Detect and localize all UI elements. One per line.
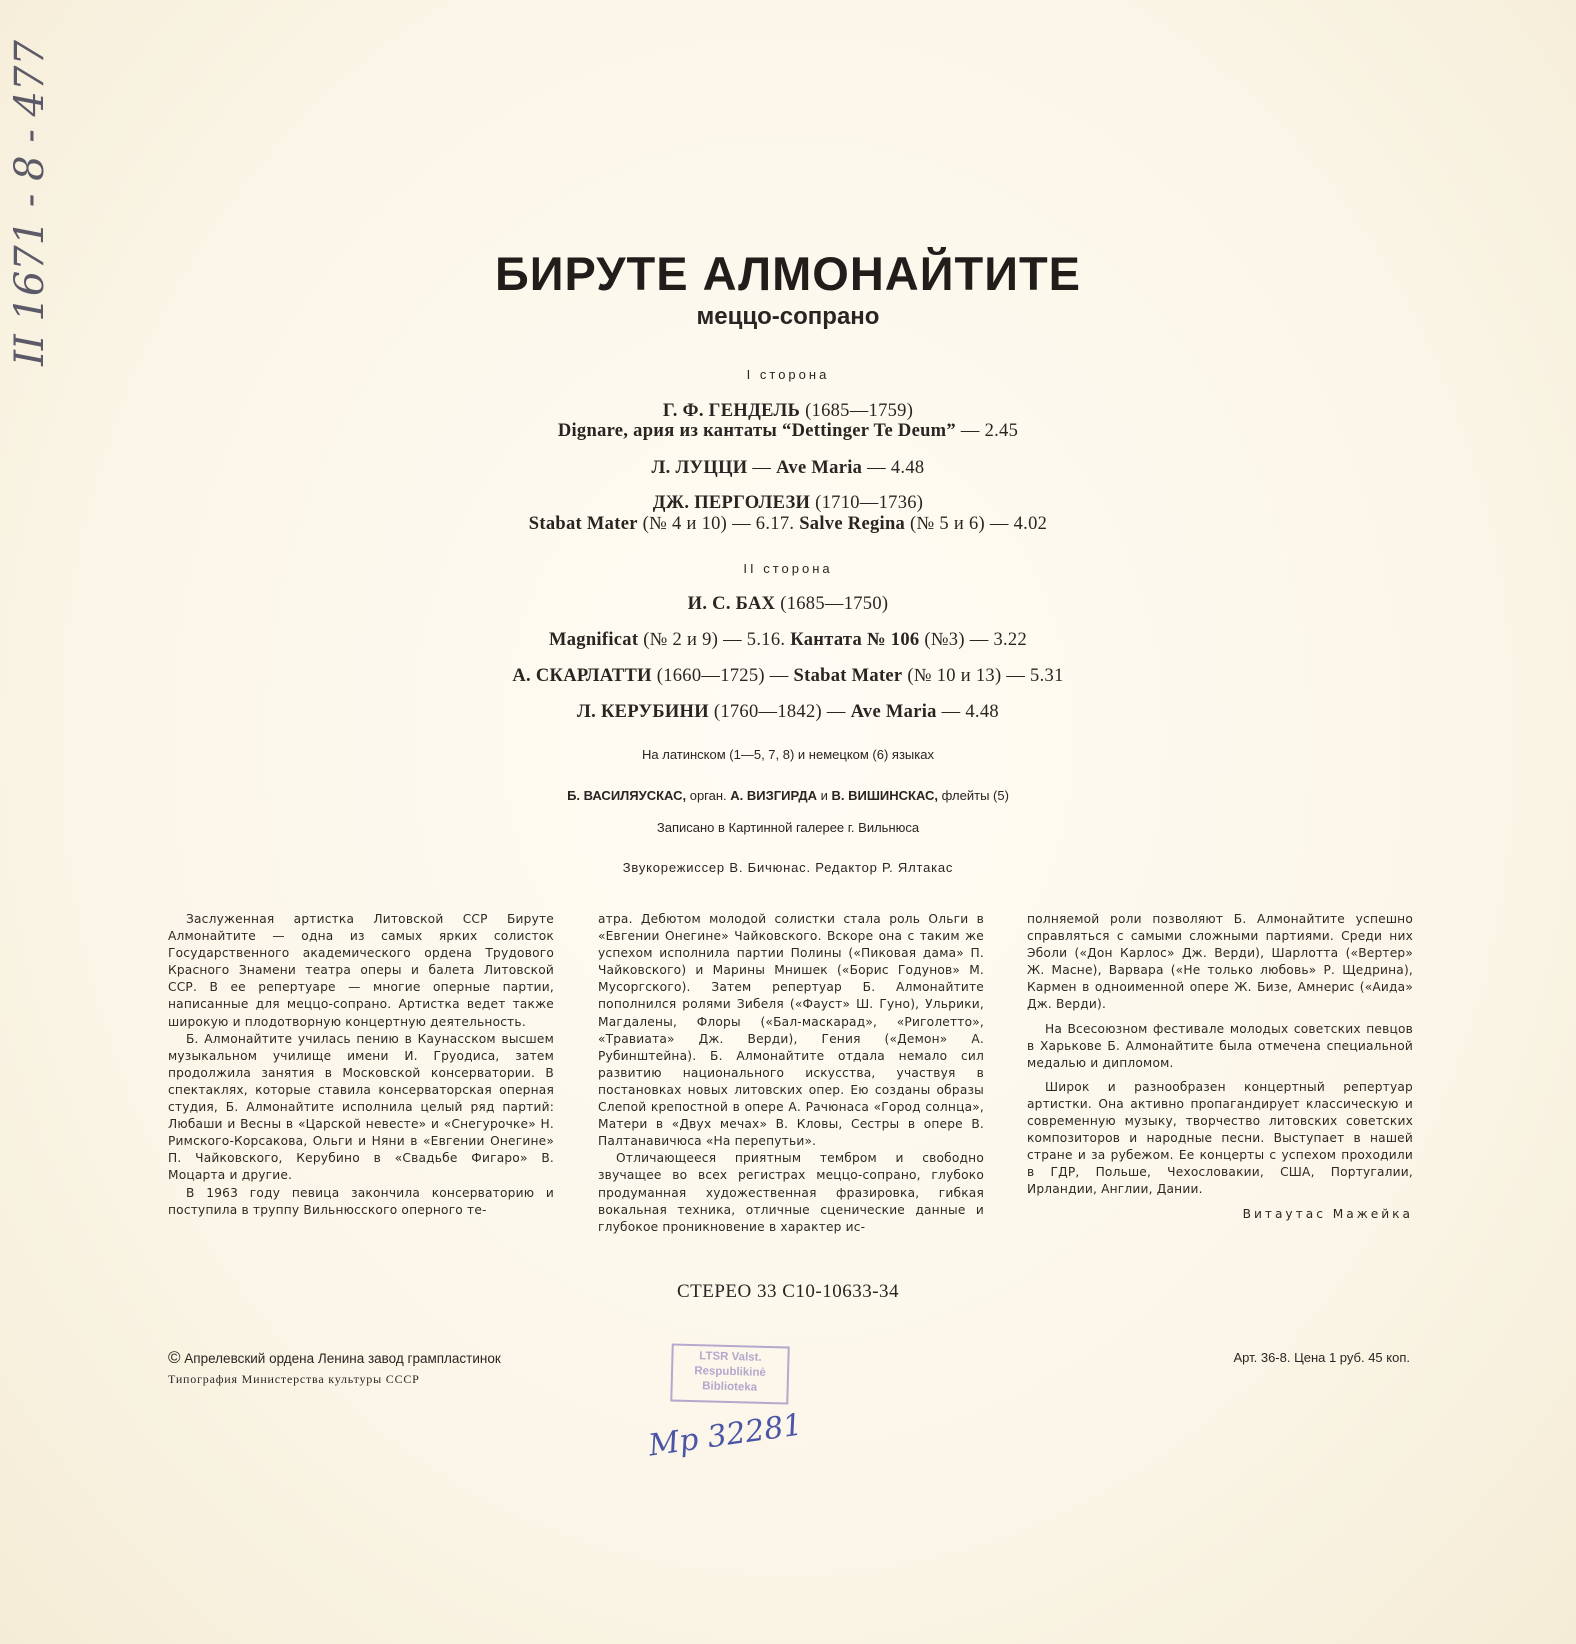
duration: — 4.48	[862, 458, 925, 478]
work: Ave Maria	[776, 458, 863, 478]
track-bach	[0, 594, 1576, 615]
voice-type: меццо-сопрано	[696, 303, 880, 330]
artist-name: БИРУТЕ АЛМОНАЙТИТЕ	[494, 247, 1082, 300]
composer: Л. КЕРУБИНИ	[577, 702, 709, 722]
work: Кантата № 106	[790, 630, 920, 650]
numbers: (№ 2 и 9) — 5.16.	[638, 630, 791, 650]
notes-column-2	[598, 911, 984, 1236]
track-handel-work	[0, 421, 1576, 442]
stamp-line: LTSR Valst.	[699, 1350, 762, 1364]
track-scarlatti	[0, 666, 1576, 687]
paragraph: Б. Алмонайтите училась пению в Каунасском высшем музыкальном училище имени И. Груодиса, затем продолжила занятия в Московской консерватории. В спектаклях, которые ставила консерваторская оперная студия, Б. Алмонайтите исполнила целый ряд партий: Любаши и Весны в «Царской невесте» и «Снегурочке» Н. Римского-Корсакова, Ольги и Няни в «Евгении Онегине» П. Чайковского, Керубино в «Свадьбе Фигаро» В. Моцарта и другие.	[168, 1031, 554, 1183]
performers	[0, 788, 1576, 803]
composer: А. СКАРЛАТТИ	[512, 666, 652, 686]
printer: Типография Министерства культуры СССР	[168, 1372, 420, 1386]
stamp-line: Respublikinė	[694, 1365, 766, 1379]
recording-location: Записано в Картинной галерее г. Вильнюса	[656, 820, 920, 835]
years: (1685—1759)	[805, 401, 914, 421]
notes-column-1	[168, 911, 554, 1219]
side-2-label: II сторона	[743, 561, 833, 576]
work: Stabat Mater	[528, 514, 638, 534]
stamp-line: Biblioteka	[702, 1380, 758, 1394]
work: Dignare, ария из кантаты “Dettinger Te Deum”	[557, 421, 956, 441]
track-pergolesi-works	[0, 514, 1576, 535]
instrument: орган.	[686, 788, 731, 803]
composer: И. С. БАХ	[687, 594, 776, 614]
handwritten-margin-note: II 1671 - 8 - 477	[7, 40, 53, 366]
track-bach-works	[0, 630, 1576, 651]
track-handel	[0, 401, 1576, 422]
duration: — 4.48	[936, 702, 999, 722]
work: Ave Maria	[850, 702, 937, 722]
paragraph: В 1963 году певица закончила консерваторию и поступила в труппу Вильнюсского оперного те-	[168, 1185, 554, 1217]
conjunction: и	[816, 788, 832, 803]
manufacturer-name: Апрелевский ордена Ленина завод грампластинок	[184, 1351, 501, 1366]
years: (1660—1725) —	[651, 666, 794, 686]
composer: Г. Ф. ГЕНДЕЛЬ	[662, 401, 801, 421]
composer: ДЖ. ПЕРГОЛЕЗИ	[652, 493, 811, 513]
manufacturer	[168, 1348, 501, 1368]
paragraph: полняемой роли позволяют Б. Алмонайтите успешно справляться с самыми сложными партиями. Среди них Эболи («Дон Карлос» Дж. Верди), Шарлотта («Вертер» Ж. Масне), Варвара («Не только любовь» Р. Щедрина), Кармен в одноименной опере Ж. Бизе, Амнерис («Аида» Дж. Верди).	[1027, 912, 1413, 1012]
side-1-label: I сторона	[746, 367, 830, 382]
paragraph: Заслуженная артистка Литовской ССР Бируте Алмонайтите — одна из самых ярких солисток Государственного академического ордена Трудового Красного Знамени театра оперы и балета Литовской ССР. В ее репертуаре — многие оперные партии, написанные для меццо-сопрано. Артистка ведет также широкую и плодотворную концертную деятельность.	[168, 912, 554, 1029]
track-cherubini	[0, 702, 1576, 723]
performer-flute: В. ВИШИНСКАС,	[831, 788, 939, 803]
numbers: (№ 10 и 13) — 5.31	[902, 666, 1064, 686]
years: (1710—1736)	[815, 493, 924, 513]
track-pergolesi	[0, 493, 1576, 514]
catalog-number: СТЕРЕО 33 С10-10633-34	[676, 1281, 900, 1302]
notes-column-3	[1027, 911, 1413, 1223]
composer: Л. ЛУЦЦИ	[651, 458, 748, 478]
track-lucci	[0, 458, 1576, 479]
separator: —	[747, 458, 777, 478]
performer-flute: А. ВИЗГИРДА	[730, 788, 817, 803]
work: Salve Regina	[799, 514, 906, 534]
paragraph: Отличающееся приятным тембром и свободно звучащее во всех регистрах меццо-сопрано, глубоко продуманная художественная фразировка, гибкая вокальная техника, отличные сценические данные и глубокое проникновение в характер ис-	[598, 1151, 984, 1234]
numbers: (№3) — 3.22	[919, 630, 1028, 650]
numbers: (№ 5 и 6) — 4.02	[905, 514, 1048, 534]
languages-note: На латинском (1—5, 7, 8) и немецком (6) языках	[642, 747, 934, 762]
library-stamp	[670, 1343, 789, 1404]
copyright-icon: ©	[168, 1348, 181, 1367]
years: (1760—1842) —	[708, 702, 851, 722]
instrument: флейты (5)	[938, 788, 1009, 803]
work: Stabat Mater	[793, 666, 903, 686]
paragraph: Широк и разнообразен концертный репертуар артистки. Она активно пропагандирует классическую и современную музыку, творчество литовских советских композиторов и народные песни. Выступает в нашей стране и за рубежом. Ее концерты с успехом проходили в ГДР, Польше, Чехословакии, США, Португалии, Ирландии, Англии, Дании.	[1027, 1079, 1413, 1197]
work: Magnificat	[548, 630, 639, 650]
engineer-editor: Звукорежиссер В. Бичюнас. Редактор Р. Ялтакас	[622, 860, 954, 875]
notes-author: Витаутас Мажейка	[1242, 1206, 1413, 1221]
paragraph: атра. Дебютом молодой солистки стала роль Ольги в «Евгении Онегине» Чайковского. Вскоре она с таким же успехом исполнила партии Полины («Пиковая дама» П. Чайковского) и Марины Мнишек («Борис Годунов» М. Мусоргского). Затем репертуар Б. Алмонайтите пополнился ролями Зибеля («Фауст» Ш. Гуно), Ульрики, Магдалены, Флоры («Бал-маскарад», «Риголетто», «Травиата» Дж. Верди), Гения («Демон» А. Рубинштейна). Б. Алмонайтите отдала немало сил развитию национального искусства, участвуя в постановках новых литовских опер. Ею созданы образы Слепой крепостной в опере А. Рачюнаса «Город солнца», Матери в «Двух мечах» В. Кловы, Сестры в опере В. Палтанавичюса «На перепутьи».	[598, 912, 984, 1149]
paragraph: На Всесоюзном фестивале молодых советских певцов в Харькове Б. Алмонайтите была отмечена специальной медалью и дипломом.	[1027, 1021, 1413, 1070]
years: (1685—1750)	[780, 594, 889, 614]
handwritten-inventory-number: Мр 32281	[646, 1407, 805, 1464]
performer-organ: Б. ВАСИЛЯУСКАС,	[567, 788, 687, 803]
numbers: (№ 4 и 10) — 6.17.	[637, 514, 800, 534]
duration: — 2.45	[955, 421, 1019, 441]
price: Арт. 36-8. Цена 1 руб. 45 коп.	[1233, 1350, 1410, 1365]
